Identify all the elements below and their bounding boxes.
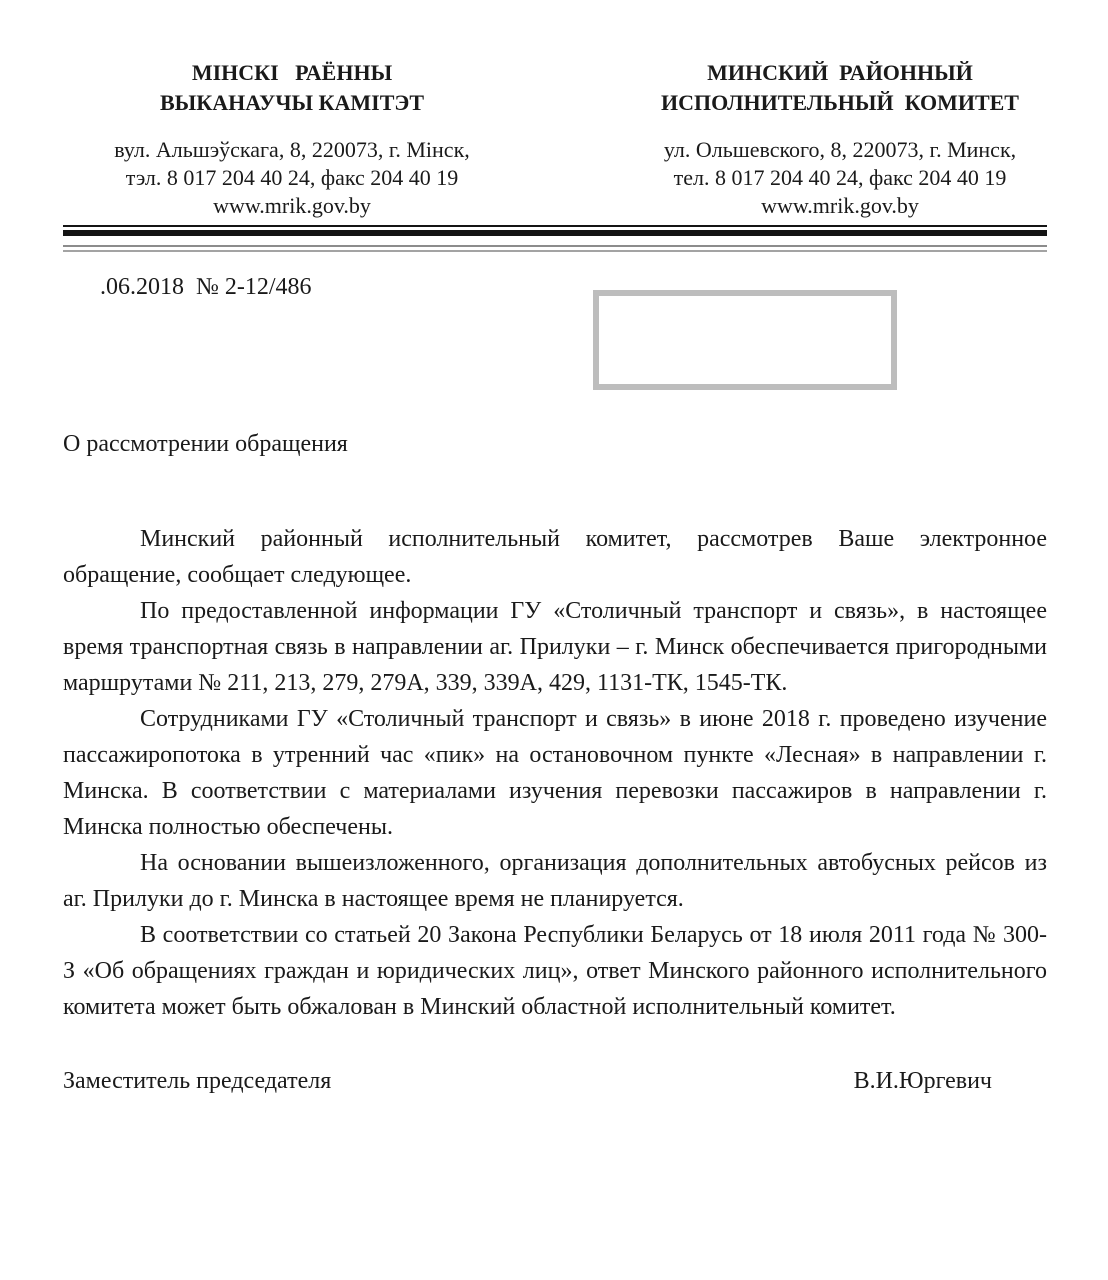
org-name-russian-line2: ИСПОЛНИТЕЛЬНЫЙ КОМИТЕТ bbox=[661, 90, 1019, 115]
phone-line-russian: тел. 8 017 204 40 24, факс 204 40 19 bbox=[673, 165, 1007, 190]
address-line-russian: ул. Ольшевского, 8, 220073, г. Минск, bbox=[663, 137, 1017, 162]
signature-row bbox=[63, 1063, 1047, 1099]
letterhead bbox=[63, 58, 1047, 220]
recipient-address-box bbox=[593, 290, 897, 390]
address-line-belarusian: вул. Альшэўскага, 8, 220073, г. Мінск, bbox=[114, 137, 470, 162]
letterhead-rule-thick bbox=[63, 230, 1047, 236]
letterhead-rule-thin bbox=[63, 225, 1047, 227]
reference-row bbox=[63, 266, 1047, 390]
website-text-right: www.mrik.gov.by bbox=[761, 193, 919, 218]
org-name-russian-line1: МИНСКИЙ РАЙОННЫЙ bbox=[707, 60, 973, 85]
signature-name: В.И.Юргевич bbox=[853, 1068, 992, 1094]
subject-line: О рассмотрении обращения bbox=[63, 431, 348, 457]
signature-position: Заместитель председателя bbox=[63, 1068, 332, 1094]
phone-line-belarusian: тэл. 8 017 204 40 24, факс 204 40 19 bbox=[125, 165, 459, 190]
website-text-left: www.mrik.gov.by bbox=[213, 193, 371, 218]
org-name-belarusian-line2: ВЫКАНАУЧЫ КАМІТЭТ bbox=[159, 90, 424, 115]
org-name-belarusian-line1: МІНСКІ РАЁННЫ bbox=[191, 60, 393, 85]
reference-date-number: .06.2018 № 2-12/486 bbox=[100, 274, 312, 300]
letterhead-right bbox=[633, 58, 1047, 220]
paragraph: Сотрудниками ГУ «Столичный транспорт и связь» в июне 2018 г. проведено изучение пассажиропотока в утренний час «пик» на остановочном пункте «Лесная» в направлении г. Минска. В соответствии с материалами изучения перевозки пассажиров в направлении г. Минска полностью обеспечены. bbox=[63, 706, 1047, 840]
letterhead-rule-double-gray bbox=[63, 245, 1047, 252]
letter-body bbox=[63, 521, 1047, 1025]
paragraph: Минский районный исполнительный комитет, рассмотрев Ваше электронное обращение, сообщает следующее. bbox=[63, 526, 1047, 588]
paragraph: По предоставленной информации ГУ «Столичный транспорт и связь», в настоящее время транспортная связь в направлении аг. Прилуки – г. Минск обеспечивается пригородными маршрутами № 211, 213, 279, 279А, 339, 339А, 429, 1131-ТК, 1545-ТК. bbox=[63, 598, 1047, 696]
letterhead-left bbox=[85, 58, 499, 220]
paragraph: В соответствии со статьей 20 Закона Республики Беларусь от 18 июля 2011 года № 300-З «Об обращениях граждан и юридических лиц», ответ Минского районного исполнительного комитета может быть обжалован в Минский областной исполнительный комитет. bbox=[63, 922, 1047, 1020]
paragraph: На основании вышеизложенного, организация дополнительных автобусных рейсов из аг. Прилуки до г. Минска в настоящее время не планируется. bbox=[63, 850, 1047, 912]
